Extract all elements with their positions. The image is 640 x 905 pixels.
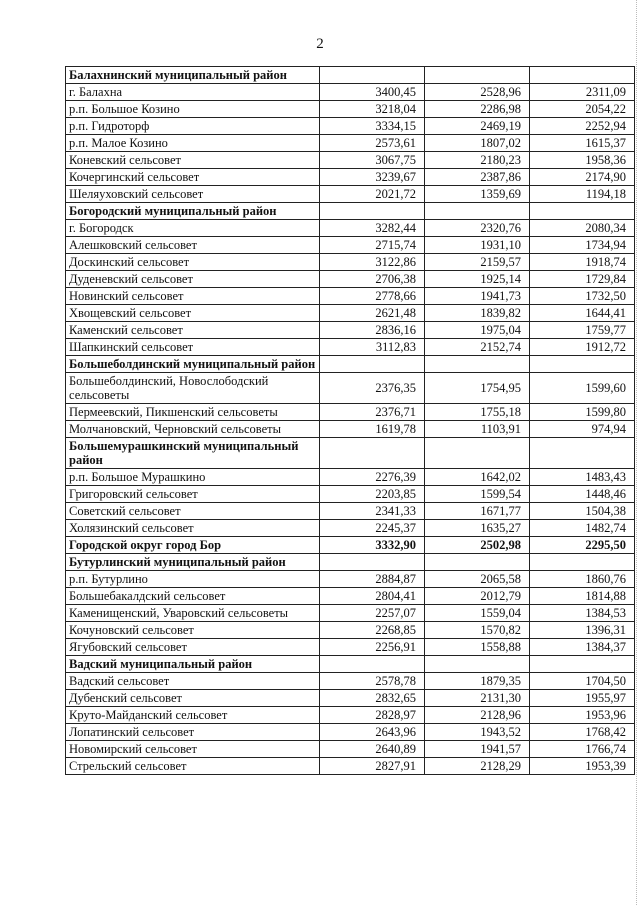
table-row [66,486,635,503]
value-col-3: 1734,94 [530,237,635,254]
value-col-2 [425,656,530,673]
section-title: Большеболдинский муниципальный район [66,356,320,373]
value-col-3: 1194,18 [530,186,635,203]
value-col-2: 1931,10 [425,237,530,254]
value-col-3: 2252,94 [530,118,635,135]
locality-name: Новинский сельсовет [66,288,320,305]
value-col-3: 2080,34 [530,220,635,237]
table-row [66,571,635,588]
locality-name: р.п. Малое Козино [66,135,320,152]
table-row [66,741,635,758]
table-row [66,135,635,152]
section-row [66,67,635,84]
page-edge-line [635,0,637,905]
value-col-3: 2174,90 [530,169,635,186]
locality-name: Молчановский, Черновский сельсоветы [66,421,320,438]
value-col-3: 1768,42 [530,724,635,741]
value-col-2: 2012,79 [425,588,530,605]
value-col-1: 2257,07 [320,605,425,622]
value-col-2: 1941,57 [425,741,530,758]
section-title: Большемурашкинский муниципальный район [66,438,320,469]
value-col-2: 1359,69 [425,186,530,203]
table-body [66,67,635,775]
value-col-3: 2295,50 [530,537,635,554]
value-col-3: 1732,50 [530,288,635,305]
tariff-table [65,66,635,775]
table-row [66,186,635,203]
value-col-3 [530,554,635,571]
value-col-1 [320,203,425,220]
value-col-2: 1925,14 [425,271,530,288]
value-col-1: 2778,66 [320,288,425,305]
section-row [66,656,635,673]
value-col-3 [530,203,635,220]
value-col-3 [530,438,635,469]
value-col-3: 1384,37 [530,639,635,656]
value-col-3: 1958,36 [530,152,635,169]
value-col-3 [530,67,635,84]
value-col-1: 3334,15 [320,118,425,135]
value-col-2: 1943,52 [425,724,530,741]
locality-name: Кочергинский сельсовет [66,169,320,186]
value-col-3 [530,656,635,673]
locality-name: Кочуновский сельсовет [66,622,320,639]
locality-name: Доскинский сельсовет [66,254,320,271]
locality-name: Холязинский сельсовет [66,520,320,537]
table-row [66,673,635,690]
value-col-2 [425,203,530,220]
table-row [66,373,635,404]
value-col-2: 1975,04 [425,322,530,339]
value-col-1 [320,356,425,373]
value-col-1: 1619,78 [320,421,425,438]
value-col-1: 3239,67 [320,169,425,186]
table-row [66,707,635,724]
locality-name: Шеляуховский сельсовет [66,186,320,203]
section-row [66,356,635,373]
value-col-1: 2884,87 [320,571,425,588]
value-col-3: 1955,97 [530,690,635,707]
value-col-2: 1671,77 [425,503,530,520]
table-row [66,588,635,605]
value-col-2: 2320,76 [425,220,530,237]
value-col-3: 1482,74 [530,520,635,537]
value-col-3: 974,94 [530,421,635,438]
table-row [66,503,635,520]
locality-name: Большебакалдский сельсовет [66,588,320,605]
value-col-2: 1879,35 [425,673,530,690]
table-row [66,322,635,339]
value-col-1 [320,554,425,571]
table-row [66,605,635,622]
value-col-1: 2643,96 [320,724,425,741]
value-col-3: 1729,84 [530,271,635,288]
table-row [66,339,635,356]
value-col-1: 2836,16 [320,322,425,339]
section-title: Городской округ город Бор [66,537,320,554]
value-col-2: 1755,18 [425,404,530,421]
table-row [66,690,635,707]
section-title: Балахнинский муниципальный район [66,67,320,84]
locality-name: Хвощевский сельсовет [66,305,320,322]
value-col-3: 2054,22 [530,101,635,118]
value-col-2: 2159,57 [425,254,530,271]
locality-name: Дуденевский сельсовет [66,271,320,288]
locality-name: р.п. Большое Козино [66,101,320,118]
value-col-1: 3332,90 [320,537,425,554]
value-col-1: 2276,39 [320,469,425,486]
value-col-2 [425,356,530,373]
section-title: Богородский муниципальный район [66,203,320,220]
value-col-2: 2502,98 [425,537,530,554]
locality-name: Большеболдинский, Новослободский сельсоветы [66,373,320,404]
locality-name: г. Богородск [66,220,320,237]
value-col-1: 2715,74 [320,237,425,254]
value-col-2: 1103,91 [425,421,530,438]
value-col-1: 2578,78 [320,673,425,690]
value-col-2: 2286,98 [425,101,530,118]
value-col-1: 3122,86 [320,254,425,271]
table-row [66,404,635,421]
value-col-3: 1953,96 [530,707,635,724]
value-col-3: 1912,72 [530,339,635,356]
value-col-1: 2376,35 [320,373,425,404]
value-col-2: 1558,88 [425,639,530,656]
value-col-3 [530,356,635,373]
value-col-3: 1766,74 [530,741,635,758]
value-col-2: 2387,86 [425,169,530,186]
table-row [66,101,635,118]
value-col-2: 1642,02 [425,469,530,486]
value-col-3: 1599,80 [530,404,635,421]
locality-name: Лопатинский сельсовет [66,724,320,741]
locality-name: р.п. Гидроторф [66,118,320,135]
value-col-2 [425,67,530,84]
value-col-2: 2128,96 [425,707,530,724]
locality-name: Дубенский сельсовет [66,690,320,707]
table-row [66,520,635,537]
value-col-1: 2021,72 [320,186,425,203]
value-col-3: 1918,74 [530,254,635,271]
locality-name: р.п. Большое Мурашкино [66,469,320,486]
table-row [66,220,635,237]
locality-name: Каменищенский, Уваровский сельсоветы [66,605,320,622]
value-col-1: 2256,91 [320,639,425,656]
value-col-1: 3282,44 [320,220,425,237]
locality-name: Советский сельсовет [66,503,320,520]
table-row [66,288,635,305]
value-col-3: 1814,88 [530,588,635,605]
section-title: Вадский муниципальный район [66,656,320,673]
locality-name: г. Балахна [66,84,320,101]
locality-name: Ягубовский сельсовет [66,639,320,656]
value-col-1: 2640,89 [320,741,425,758]
locality-name: Вадский сельсовет [66,673,320,690]
value-col-1: 2268,85 [320,622,425,639]
value-col-3: 1384,53 [530,605,635,622]
section-title: Бутурлинский муниципальный район [66,554,320,571]
value-col-2: 2152,74 [425,339,530,356]
locality-name: Григоровский сельсовет [66,486,320,503]
value-col-2: 1570,82 [425,622,530,639]
locality-name: Шапкинский сельсовет [66,339,320,356]
value-col-1 [320,438,425,469]
table-row [66,622,635,639]
value-col-1 [320,67,425,84]
value-col-1: 2341,33 [320,503,425,520]
value-col-2 [425,554,530,571]
value-col-2: 1839,82 [425,305,530,322]
value-col-3: 1704,50 [530,673,635,690]
value-col-2: 2528,96 [425,84,530,101]
table-row [66,305,635,322]
value-col-3: 1953,39 [530,758,635,775]
locality-name: Новомирский сельсовет [66,741,320,758]
table-row [66,152,635,169]
section-row [66,554,635,571]
value-col-1: 2706,38 [320,271,425,288]
value-col-2: 1635,27 [425,520,530,537]
value-col-2: 1559,04 [425,605,530,622]
value-col-1: 2832,65 [320,690,425,707]
value-col-3: 1860,76 [530,571,635,588]
value-col-3: 2311,09 [530,84,635,101]
value-col-2: 2065,58 [425,571,530,588]
locality-name: Круто-Майданский сельсовет [66,707,320,724]
value-col-3: 1644,41 [530,305,635,322]
table-row [66,639,635,656]
value-col-2: 1599,54 [425,486,530,503]
value-col-1: 2828,97 [320,707,425,724]
value-col-2: 1754,95 [425,373,530,404]
table-row [66,169,635,186]
table-row [66,758,635,775]
value-col-2: 2128,29 [425,758,530,775]
locality-name: р.п. Бутурлино [66,571,320,588]
page-number: 2 [316,36,324,52]
section-row [66,438,635,469]
table-row [66,724,635,741]
value-col-2: 2180,23 [425,152,530,169]
value-col-1: 2203,85 [320,486,425,503]
table-row [66,254,635,271]
locality-name: Стрельский сельсовет [66,758,320,775]
locality-name: Коневский сельсовет [66,152,320,169]
table-row [66,237,635,254]
locality-name: Каменский сельсовет [66,322,320,339]
value-col-1: 3112,83 [320,339,425,356]
value-col-3: 1599,60 [530,373,635,404]
locality-name: Алешковский сельсовет [66,237,320,254]
table-row [66,118,635,135]
value-col-1: 3067,75 [320,152,425,169]
value-col-1: 3400,45 [320,84,425,101]
value-col-1: 2376,71 [320,404,425,421]
table-row [66,421,635,438]
value-col-3: 1504,38 [530,503,635,520]
value-col-3: 1759,77 [530,322,635,339]
value-col-1: 2804,41 [320,588,425,605]
value-col-2: 2469,19 [425,118,530,135]
value-col-1: 2573,61 [320,135,425,152]
value-col-1: 2621,48 [320,305,425,322]
value-col-1: 2827,91 [320,758,425,775]
value-col-1: 2245,37 [320,520,425,537]
table-row [66,469,635,486]
value-col-3: 1396,31 [530,622,635,639]
value-col-2: 1807,02 [425,135,530,152]
section-row [66,203,635,220]
locality-name: Пермеевский, Пикшенский сельсоветы [66,404,320,421]
value-col-3: 1615,37 [530,135,635,152]
value-col-3: 1448,46 [530,486,635,503]
value-col-2: 2131,30 [425,690,530,707]
table-row [66,84,635,101]
value-col-3: 1483,43 [530,469,635,486]
value-col-2 [425,438,530,469]
value-col-1: 3218,04 [320,101,425,118]
value-col-1 [320,656,425,673]
value-col-2: 1941,73 [425,288,530,305]
table-row [66,271,635,288]
section-row [66,537,635,554]
